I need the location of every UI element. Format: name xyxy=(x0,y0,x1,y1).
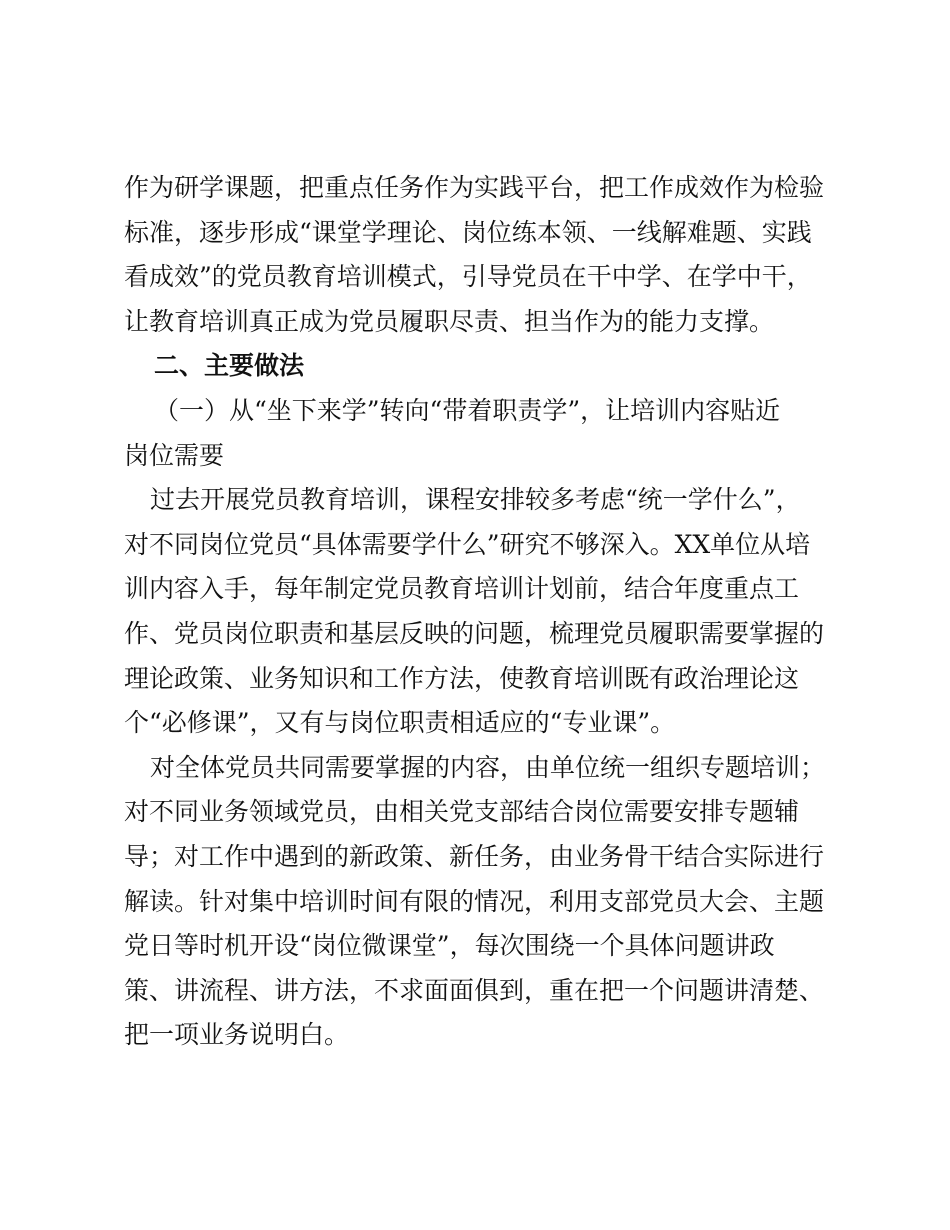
section-heading: 二、主要做法 xyxy=(154,351,305,381)
text-line: 对全体党员共同需要掌握的内容，由单位统一组织专题培训； xyxy=(150,752,826,782)
text-line: 理论政策、业务知识和工作方法，使教育培训既有政治理论这 xyxy=(124,663,800,693)
text-line: 把一项业务说明白。 xyxy=(124,1020,350,1050)
text-line: 让教育培训真正成为党员履职尽责、担当作为的能力支撑。 xyxy=(124,306,775,336)
text-line: 解读。针对集中培训时间有限的情况，利用支部党员大会、主题 xyxy=(124,886,825,916)
text-line: 看成效”的党员教育培训模式，引导党员在干中学、在学中干， xyxy=(124,262,812,292)
text-line: 策、讲流程、讲方法，不求面面俱到，重在把一个问题讲清楚、 xyxy=(124,975,825,1005)
text-line: 党日等时机开设“岗位微课堂”，每次围绕一个具体问题讲政 xyxy=(124,931,775,961)
text-line: 作、党员岗位职责和基层反映的问题，梳理党员履职需要掌握的 xyxy=(124,618,825,648)
text-line: 导；对工作中遇到的新政策、新任务，由业务骨干结合实际进行 xyxy=(124,841,825,871)
subsection-heading-line: （一）从“坐下来学”转向“带着职责学”，让培训内容贴近 xyxy=(154,395,781,425)
text-line: 标准，逐步形成“课堂学理论、岗位练本领、一线解难题、实践 xyxy=(124,217,812,247)
text-line: 个“必修课”，又有与岗位职责相适应的“专业课”。 xyxy=(124,708,676,738)
body-paragraph-2 xyxy=(124,746,834,1058)
text-line: 作为研学课题，把重点任务作为实践平台，把工作成效作为检验 xyxy=(124,173,825,202)
document-body xyxy=(124,166,834,1058)
subsection-heading-line: 岗位需要 xyxy=(124,440,225,470)
subsection-heading xyxy=(124,389,834,478)
body-paragraph-1 xyxy=(124,478,834,746)
text-line: 过去开展党员教育培训，课程安排较多考虑“统一学什么”， xyxy=(150,485,801,515)
text-line: 训内容入手，每年制定党员教育培训计划前，结合年度重点工 xyxy=(124,574,800,604)
text-line: 对不同业务领域党员，由相关党支部结合岗位需要安排专题辅 xyxy=(124,797,800,827)
text-line: 对不同岗位党员“具体需要学什么”研究不够深入。XX单位从培 xyxy=(124,529,811,559)
intro-paragraph xyxy=(124,166,834,344)
